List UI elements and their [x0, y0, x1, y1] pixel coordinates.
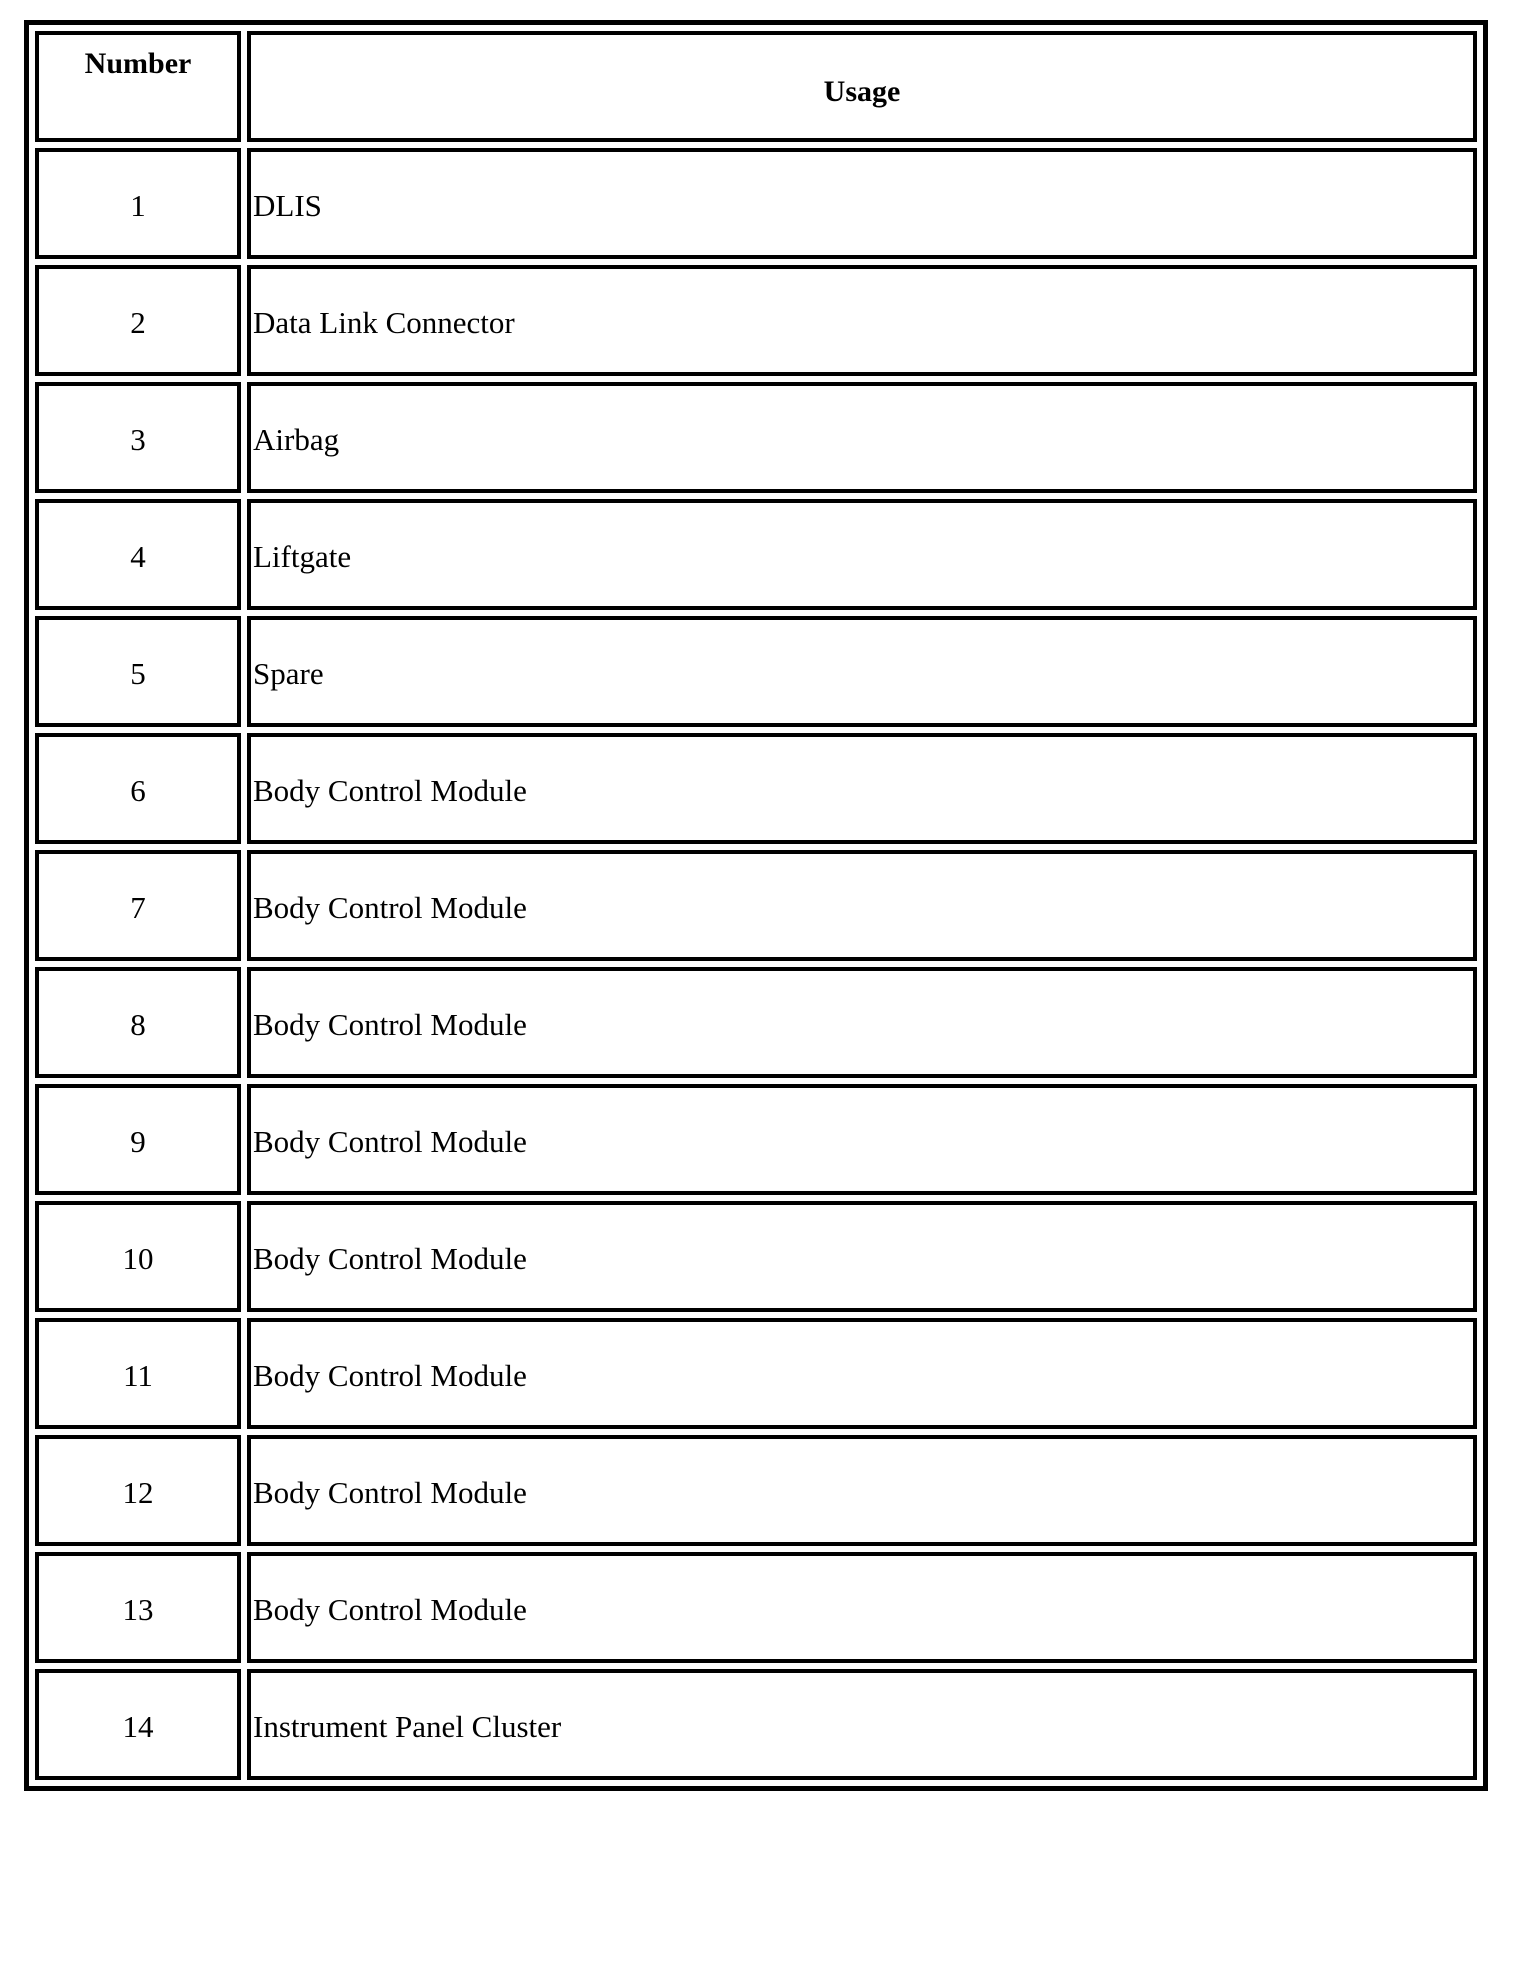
fuse-usage-cell: Data Link Connector — [247, 265, 1477, 376]
fuse-usage-cell: Body Control Module — [247, 967, 1477, 1078]
fuse-usage-cell: DLIS — [247, 148, 1477, 259]
fuse-number-cell: 5 — [35, 616, 241, 727]
table-row — [35, 616, 1477, 727]
fuse-usage-table — [24, 20, 1488, 1791]
table-header-row — [35, 31, 1477, 142]
fuse-number-cell: 10 — [35, 1201, 241, 1312]
fuse-number-cell: 12 — [35, 1435, 241, 1546]
fuse-usage-cell: Instrument Panel Cluster — [247, 1669, 1477, 1780]
table-row — [35, 499, 1477, 610]
column-header-number: Number — [35, 31, 241, 142]
fuse-number-cell: 7 — [35, 850, 241, 961]
column-header-usage: Usage — [247, 31, 1477, 142]
fuse-number-cell: 3 — [35, 382, 241, 493]
fuse-number-cell: 4 — [35, 499, 241, 610]
table-row — [35, 1552, 1477, 1663]
table-row — [35, 1201, 1477, 1312]
table-row — [35, 850, 1477, 961]
table-row — [35, 967, 1477, 1078]
table-row — [35, 1318, 1477, 1429]
fuse-number-cell: 13 — [35, 1552, 241, 1663]
table-row — [35, 733, 1477, 844]
table-body — [35, 148, 1477, 1780]
fuse-usage-cell: Spare — [247, 616, 1477, 727]
fuse-number-cell: 14 — [35, 1669, 241, 1780]
table-row — [35, 1084, 1477, 1195]
fuse-usage-cell: Airbag — [247, 382, 1477, 493]
fuse-usage-cell: Body Control Module — [247, 850, 1477, 961]
table-row — [35, 1435, 1477, 1546]
fuse-number-cell: 1 — [35, 148, 241, 259]
fuse-usage-cell: Body Control Module — [247, 1084, 1477, 1195]
fuse-usage-cell: Body Control Module — [247, 733, 1477, 844]
fuse-number-cell: 8 — [35, 967, 241, 1078]
fuse-usage-cell: Body Control Module — [247, 1201, 1477, 1312]
table-row — [35, 148, 1477, 259]
fuse-number-cell: 11 — [35, 1318, 241, 1429]
fuse-usage-cell: Body Control Module — [247, 1435, 1477, 1546]
fuse-usage-cell: Liftgate — [247, 499, 1477, 610]
fuse-number-cell: 9 — [35, 1084, 241, 1195]
table-row — [35, 265, 1477, 376]
table-row — [35, 382, 1477, 493]
fuse-number-cell: 2 — [35, 265, 241, 376]
fuse-usage-cell: Body Control Module — [247, 1552, 1477, 1663]
table-row — [35, 1669, 1477, 1780]
fuse-number-cell: 6 — [35, 733, 241, 844]
fuse-usage-cell: Body Control Module — [247, 1318, 1477, 1429]
